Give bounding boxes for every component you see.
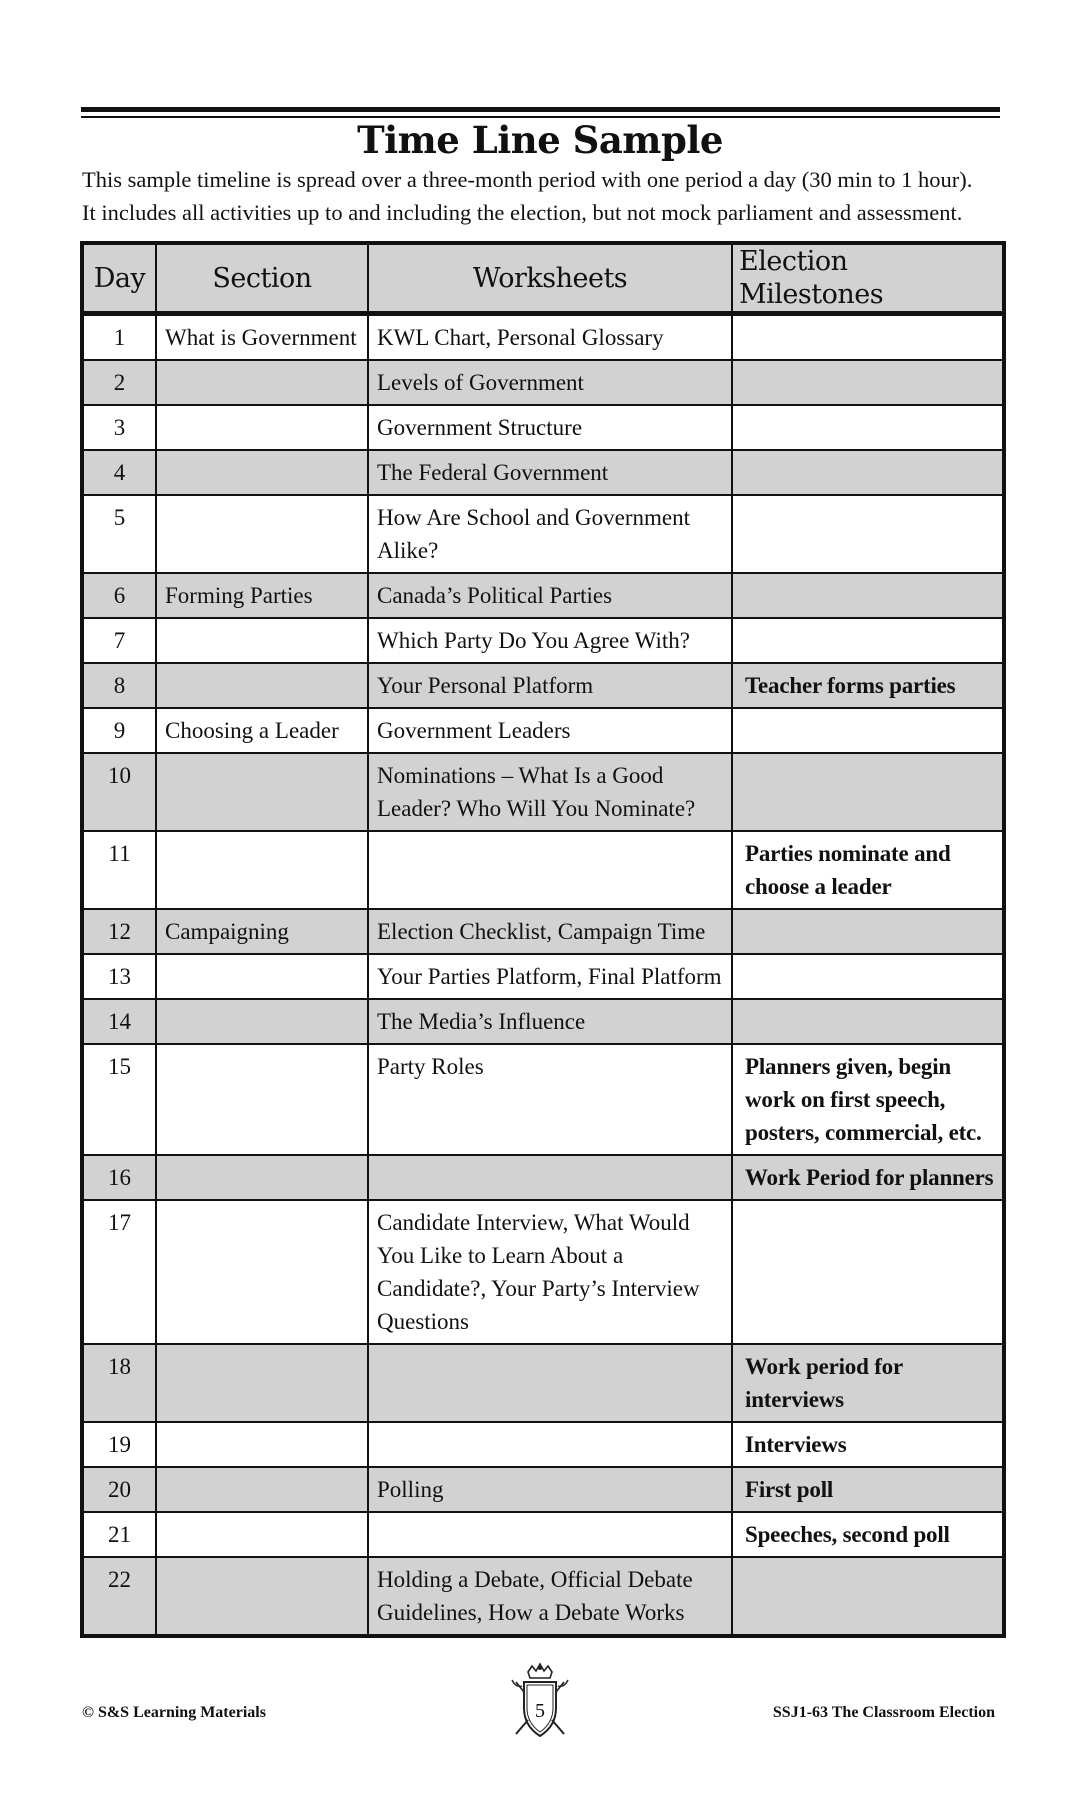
day-cell: 15 xyxy=(82,1044,156,1155)
table-row xyxy=(82,495,1004,573)
milestone-cell xyxy=(732,360,1004,405)
section-cell xyxy=(156,1557,368,1636)
milestone-cell xyxy=(732,954,1004,999)
table-row xyxy=(82,954,1004,999)
worksheets-cell: Party Roles xyxy=(368,1044,732,1155)
timeline-body xyxy=(82,314,1004,1637)
milestone-cell: Planners given, begin work on first speech, posters, commercial, etc. xyxy=(732,1044,1004,1155)
section-cell xyxy=(156,954,368,999)
worksheets-cell: Your Personal Platform xyxy=(368,663,732,708)
section-cell xyxy=(156,663,368,708)
section-cell xyxy=(156,1200,368,1344)
milestone-cell xyxy=(732,314,1004,361)
day-cell: 1 xyxy=(82,314,156,361)
milestone-cell xyxy=(732,573,1004,618)
milestone-cell xyxy=(732,1200,1004,1344)
day-cell: 9 xyxy=(82,708,156,753)
day-cell: 12 xyxy=(82,909,156,954)
milestone-cell xyxy=(732,405,1004,450)
milestone-cell: Teacher forms parties xyxy=(732,663,1004,708)
section-cell xyxy=(156,1512,368,1557)
header-election-milestones: Election Milestones xyxy=(732,243,1004,314)
section-cell xyxy=(156,618,368,663)
footer-copyright: © S&S Learning Materials xyxy=(82,1704,266,1721)
page-number: 5 xyxy=(535,1700,545,1722)
milestone-cell xyxy=(732,909,1004,954)
section-cell xyxy=(156,1044,368,1155)
milestone-cell xyxy=(732,708,1004,753)
intro-line-2: It includes all activities up to and including the election, but not mock parliament and assessment. xyxy=(82,200,963,225)
milestone-cell: Work period for interviews xyxy=(732,1344,1004,1422)
worksheets-cell xyxy=(368,1512,732,1557)
table-row xyxy=(82,999,1004,1044)
section-cell xyxy=(156,1467,368,1512)
worksheets-cell: Canada’s Political Parties xyxy=(368,573,732,618)
worksheets-cell: Government Structure xyxy=(368,405,732,450)
intro-paragraph xyxy=(82,163,1042,229)
milestone-cell: First poll xyxy=(732,1467,1004,1512)
worksheets-cell: Election Checklist, Campaign Time xyxy=(368,909,732,954)
table-row xyxy=(82,1557,1004,1636)
worksheets-cell: Levels of Government xyxy=(368,360,732,405)
milestone-cell xyxy=(732,495,1004,573)
day-cell: 8 xyxy=(82,663,156,708)
day-cell: 3 xyxy=(82,405,156,450)
section-cell xyxy=(156,753,368,831)
worksheets-cell xyxy=(368,1155,732,1200)
table-row xyxy=(82,314,1004,361)
worksheets-cell: The Media’s Influence xyxy=(368,999,732,1044)
day-cell: 11 xyxy=(82,831,156,909)
worksheets-cell: Candidate Interview, What Would You Like to Learn About a Candidate?, Your Party’s Interview Questions xyxy=(368,1200,732,1344)
day-cell: 4 xyxy=(82,450,156,495)
timeline-table xyxy=(80,241,1006,1638)
table-row xyxy=(82,573,1004,618)
section-cell xyxy=(156,1344,368,1422)
table-row xyxy=(82,1422,1004,1467)
worksheets-cell: Your Parties Platform, Final Platform xyxy=(368,954,732,999)
section-cell: What is Government xyxy=(156,314,368,361)
header-worksheets: Worksheets xyxy=(368,243,732,314)
intro-line-1: This sample timeline is spread over a three-month period with one period a day (30 min to 1 hour). xyxy=(82,167,973,192)
day-cell: 16 xyxy=(82,1155,156,1200)
milestone-cell xyxy=(732,999,1004,1044)
header-section: Section xyxy=(156,243,368,314)
section-cell xyxy=(156,495,368,573)
section-cell xyxy=(156,450,368,495)
table-row xyxy=(82,1155,1004,1200)
day-cell: 2 xyxy=(82,360,156,405)
day-cell: 20 xyxy=(82,1467,156,1512)
worksheets-cell: Government Leaders xyxy=(368,708,732,753)
table-row xyxy=(82,450,1004,495)
table-row xyxy=(82,753,1004,831)
milestone-cell: Interviews xyxy=(732,1422,1004,1467)
table-row xyxy=(82,1467,1004,1512)
section-cell xyxy=(156,999,368,1044)
section-cell: Campaigning xyxy=(156,909,368,954)
section-cell: Forming Parties xyxy=(156,573,368,618)
worksheets-cell: The Federal Government xyxy=(368,450,732,495)
table-header-row xyxy=(82,243,1004,314)
worksheets-cell: Holding a Debate, Official Debate Guidelines, How a Debate Works xyxy=(368,1557,732,1636)
day-cell: 19 xyxy=(82,1422,156,1467)
worksheets-cell xyxy=(368,831,732,909)
top-double-rule xyxy=(81,107,1000,118)
table-row xyxy=(82,1044,1004,1155)
section-cell xyxy=(156,1422,368,1467)
day-cell: 13 xyxy=(82,954,156,999)
day-cell: 5 xyxy=(82,495,156,573)
page-title: Time Line Sample xyxy=(357,118,723,162)
worksheets-cell xyxy=(368,1422,732,1467)
day-cell: 18 xyxy=(82,1344,156,1422)
milestone-cell xyxy=(732,450,1004,495)
header-day: Day xyxy=(82,243,156,314)
section-cell xyxy=(156,405,368,450)
table-row xyxy=(82,618,1004,663)
milestone-cell: Work Period for planners xyxy=(732,1155,1004,1200)
table-row xyxy=(82,663,1004,708)
table-row xyxy=(82,909,1004,954)
worksheets-cell: How Are School and Government Alike? xyxy=(368,495,732,573)
table-row xyxy=(82,1200,1004,1344)
section-cell xyxy=(156,360,368,405)
day-cell: 14 xyxy=(82,999,156,1044)
section-cell: Choosing a Leader xyxy=(156,708,368,753)
section-cell xyxy=(156,1155,368,1200)
worksheets-cell: Which Party Do You Agree With? xyxy=(368,618,732,663)
milestone-cell xyxy=(732,1557,1004,1636)
milestone-cell: Speeches, second poll xyxy=(732,1512,1004,1557)
day-cell: 6 xyxy=(82,573,156,618)
day-cell: 21 xyxy=(82,1512,156,1557)
day-cell: 7 xyxy=(82,618,156,663)
table-row xyxy=(82,405,1004,450)
day-cell: 10 xyxy=(82,753,156,831)
table-row xyxy=(82,1344,1004,1422)
table-row xyxy=(82,708,1004,753)
footer-book-title: SSJ1-63 The Classroom Election xyxy=(772,1704,995,1721)
milestone-cell: Parties nominate and choose a leader xyxy=(732,831,1004,909)
worksheets-cell: Nominations – What Is a Good Leader? Who Will You Nominate? xyxy=(368,753,732,831)
worksheets-cell: KWL Chart, Personal Glossary xyxy=(368,314,732,361)
table-row xyxy=(82,360,1004,405)
day-cell: 22 xyxy=(82,1557,156,1636)
table-row xyxy=(82,1512,1004,1557)
worksheets-cell: Polling xyxy=(368,1467,732,1512)
day-cell: 17 xyxy=(82,1200,156,1344)
milestone-cell xyxy=(732,618,1004,663)
section-cell xyxy=(156,831,368,909)
milestone-cell xyxy=(732,753,1004,831)
worksheets-cell xyxy=(368,1344,732,1422)
table-row xyxy=(82,831,1004,909)
